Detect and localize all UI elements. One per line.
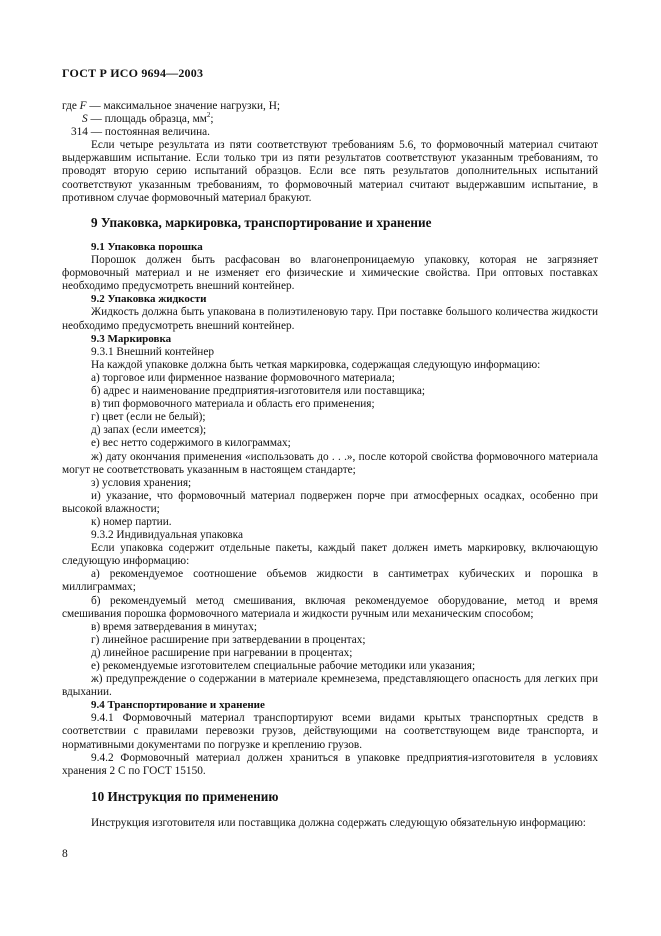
section-10-heading: 10 Инструкция по применению [91,789,279,804]
list-item: в) тип формовочного материала и область его применения; [91,398,375,411]
list-item: г) линейное расширение при затвердевании в процентах; [91,633,366,646]
s932-heading: 9.3.2 Индивидуальная упаковка [91,529,243,542]
list-item: з) условия хранения; [91,476,192,489]
list-item: б) рекомендуемый метод смешивания, включая рекомендуемое оборудование, метод и время смешивания порошка формовочного материала и жидкости ручным или механическим способом; [62,594,598,620]
section-9-heading: 9 Упаковка, маркировка, транспортирование и хранение [91,215,432,230]
list-item: в) время затвердевания в минутах; [91,620,257,633]
section-9-body [62,241,598,778]
s931-intro: На каждой упаковке должна быть четкая маркировка, содержащая следующую информацию: [91,358,541,371]
list-item: е) вес нетто содержимого в килограммах; [91,437,291,450]
list-item: к) номер партии. [91,515,172,528]
page-number: 8 [62,848,68,860]
document-header: ГОСТ Р ИСО 9694—2003 [62,66,204,80]
note-s: S — площадь образца, $мм^2$; [82,111,214,126]
list-item: б) адрес и наименование предприятия-изготовителя или поставщика; [91,385,425,398]
s91-text: Порошок должен быть расфасован во влагонепроницаемую упаковку, которая не загрязняет формовочный материал и не изменяет его физические и химические свойства. При оптовых поставках необходимо предусмотреть внешний контейнер. [62,254,598,293]
section-10-text: Инструкция изготовителя или поставщика должна содержать следующую обязательную информацию: [91,817,586,829]
s93-heading: 9.3 Маркировка [91,332,172,345]
list-item: а) торговое или фирменное название формовочного материала; [91,371,395,384]
section-10-body [62,817,598,830]
list-item: д) запах (если имеется); [91,424,207,437]
s92-heading: 9.2 Упаковка жидкости [91,293,207,306]
s92-text: Жидкость должна быть упакована в полиэтиленовую тару. При поставке большого количества жидкости необходимо предусмотреть внешний контейнер. [62,306,598,332]
list-item: г) цвет (если не белый); [91,411,206,424]
list-item: д) линейное расширение при нагревании в процентах; [91,646,353,659]
list-item: ж) дату окончания применения «использовать до . . .», после которой свойства формовочного материала могут не соответствовать указанным в настоящем стандарте; [62,450,598,476]
formula-notes [62,100,598,205]
s931-heading: 9.3.1 Внешний контейнер [91,345,214,358]
list-item: а) рекомендуемое соотношение объемов жидкости в сантиметрах кубических и порошка в миллиграммах; [62,568,598,594]
s94-heading: 9.4 Транспортирование и хранение [91,699,265,712]
s942-text: 9.4.2 Формовочный материал должен храниться в упаковке предприятия-изготовителя в условиях хранения 2 С по ГОСТ 15150. [62,751,598,777]
s941-text: 9.4.1 Формовочный материал транспортируют всеми видами крытых транспортных средств в соответствии с правилами перевозки грузов, действующими на соответствующем виде транспорта, и нормативными документами по погрузке и креплению грузов. [62,712,598,751]
paragraph-intro: Если четыре результата из пяти соответствуют требованиям 5.6, то формовочный материал считают выдержавшим испытание. Если только три из пяти результатов соответствуют указанным требованиям, то проводят вторую серию испытаний образцов. Если все пять результатов дополнительных испытаний соответствуют указанным требованиям, то формовочный материал считают выдержавшим испытание, в противном случае формовочный материал бракуют. [62,139,598,204]
list-item: е) рекомендуемые изготовителем специальные рабочие методики или указания; [91,660,476,672]
note-f: где F — максимальное значение нагрузки, Н; [62,100,280,112]
s91-heading: 9.1 Упаковка порошка [91,241,203,253]
list-item: и) указание, что формовочный материал подвержен порче при атмосферных осадках, особенно при высокой влажности; [62,489,598,515]
s932-intro: Если упаковка содержит отдельные пакеты, каждый пакет должен иметь маркировку, включающую следующую информацию: [62,542,598,568]
list-item: ж) предупреждение о содержании в материале кремнезема, представляющего опасность для легких при вдыхании. [62,673,598,699]
note-constant: 314 — постоянная величина. [71,126,210,139]
